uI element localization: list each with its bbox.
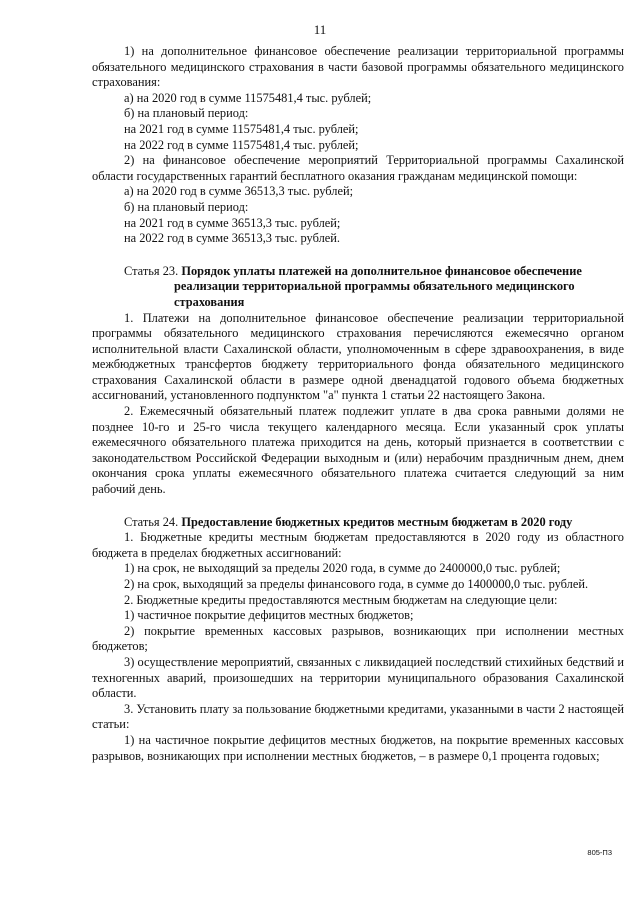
article-24-heading [92, 515, 624, 531]
list-item: а) на 2020 год в сумме 11575481,4 тыс. рублей; [124, 90, 372, 105]
document-body [92, 44, 624, 764]
paragraph: 1) на срок, не выходящий за пределы 2020 года, в сумме до 2400000,0 тыс. рублей; [124, 561, 561, 576]
paragraph: 2. Ежемесячный обязательный платеж подлежит уплате в два срока равными долями не позднее 10-го и 25-го числа текущего календарного месяца. Если указанный срок уплаты ежемесячного обязательного платежа приходится на день, который признается в соответствии с законодательством Российской Федерации выходным и (или) нерабочим праздничным днем, днем окончания срока уплаты ежемесячного обязательного платежа считается следующий за ним рабочий день. [92, 404, 624, 497]
paragraph: 2. Бюджетные кредиты предоставляются местным бюджетам на следующие цели: [124, 592, 558, 607]
paragraph: 1) на частичное покрытие дефицитов местных бюджетов, на покрытие временных кассовых разрывов, возникающих при исполнении местных бюджетов, – в размере 0,1 процента годовых; [92, 732, 624, 763]
paragraph: 2) на финансовое обеспечение мероприятий Территориальной программы Сахалинской области государственных гарантий бесплатного оказания гражданам медицинской помощи: [92, 153, 624, 183]
article-title-continued: страхования [174, 294, 245, 309]
article-title: Порядок уплаты платежей на дополнительное финансовое обеспечение [181, 263, 582, 278]
paragraph: 2) на срок, выходящий за пределы финансового года, в сумме до 1400000,0 тыс. рублей. [124, 577, 589, 591]
paragraph: 1) на дополнительное финансовое обеспечение реализации территориальной программы обязательного медицинского страхования в части базовой программы обязательного медицинского страхования: [92, 44, 624, 90]
article-23-heading [92, 264, 624, 311]
paragraph: 1) частичное покрытие дефицитов местных бюджетов; [124, 608, 414, 623]
page-number: 11 [313, 22, 327, 37]
article-title: Предоставление бюджетных кредитов местным бюджетам в 2020 году [181, 514, 573, 529]
list-item: а) на 2020 год в сумме 36513,3 тыс. рублей; [124, 184, 354, 199]
paragraph: 1. Бюджетные кредиты местным бюджетам предоставляются в 2020 году из областного бюджета в пределах бюджетных ассигнований: [92, 530, 624, 560]
paragraph: 3) осуществление мероприятий, связанных с ликвидацией последствий стихийных бедствий и техногенных аварий, произошедших на территории муниципального образования Сахалинской области. [92, 654, 624, 701]
article-label: Статья 24. [124, 514, 179, 529]
list-item: на 2022 год в сумме 36513,3 тыс. рублей. [124, 231, 340, 246]
document-code: 805-П3 [587, 848, 612, 857]
list-item: на 2021 год в сумме 11575481,4 тыс. рублей; [124, 121, 359, 136]
article-title-continued: реализации территориальной программы обязательного медицинского [174, 279, 575, 294]
paragraph: 2) покрытие временных кассовых разрывов, возникающих при исполнении местных бюджетов; [92, 623, 624, 654]
list-item: на 2022 год в сумме 11575481,4 тыс. рублей; [124, 137, 359, 152]
list-item: б) на плановый период: [124, 199, 249, 214]
paragraph: 1. Платежи на дополнительное финансовое обеспечение реализации территориальной программы обязательного медицинского страхования перечисляются ежемесячно органом исполнительной власти Сахалинской области, уполномоченным в сфере здравоохранения, в виде межбюджетных трансфертов бюджету территориального фонда обязательного медицинского страхования Сахалинской области в размере одной двенадцатой годового объема бюджетных ассигнований, установленного подпунктом "а" пункта 1 статьи 22 настоящего Закона. [92, 310, 624, 403]
list-item: б) на плановый период: [124, 106, 249, 121]
paragraph: 3. Установить плату за пользование бюджетными кредитами, указанными в части 2 настоящей статьи: [92, 701, 624, 732]
list-item: на 2021 год в сумме 36513,3 тыс. рублей; [124, 215, 341, 230]
article-label: Статья 23. [124, 263, 179, 278]
